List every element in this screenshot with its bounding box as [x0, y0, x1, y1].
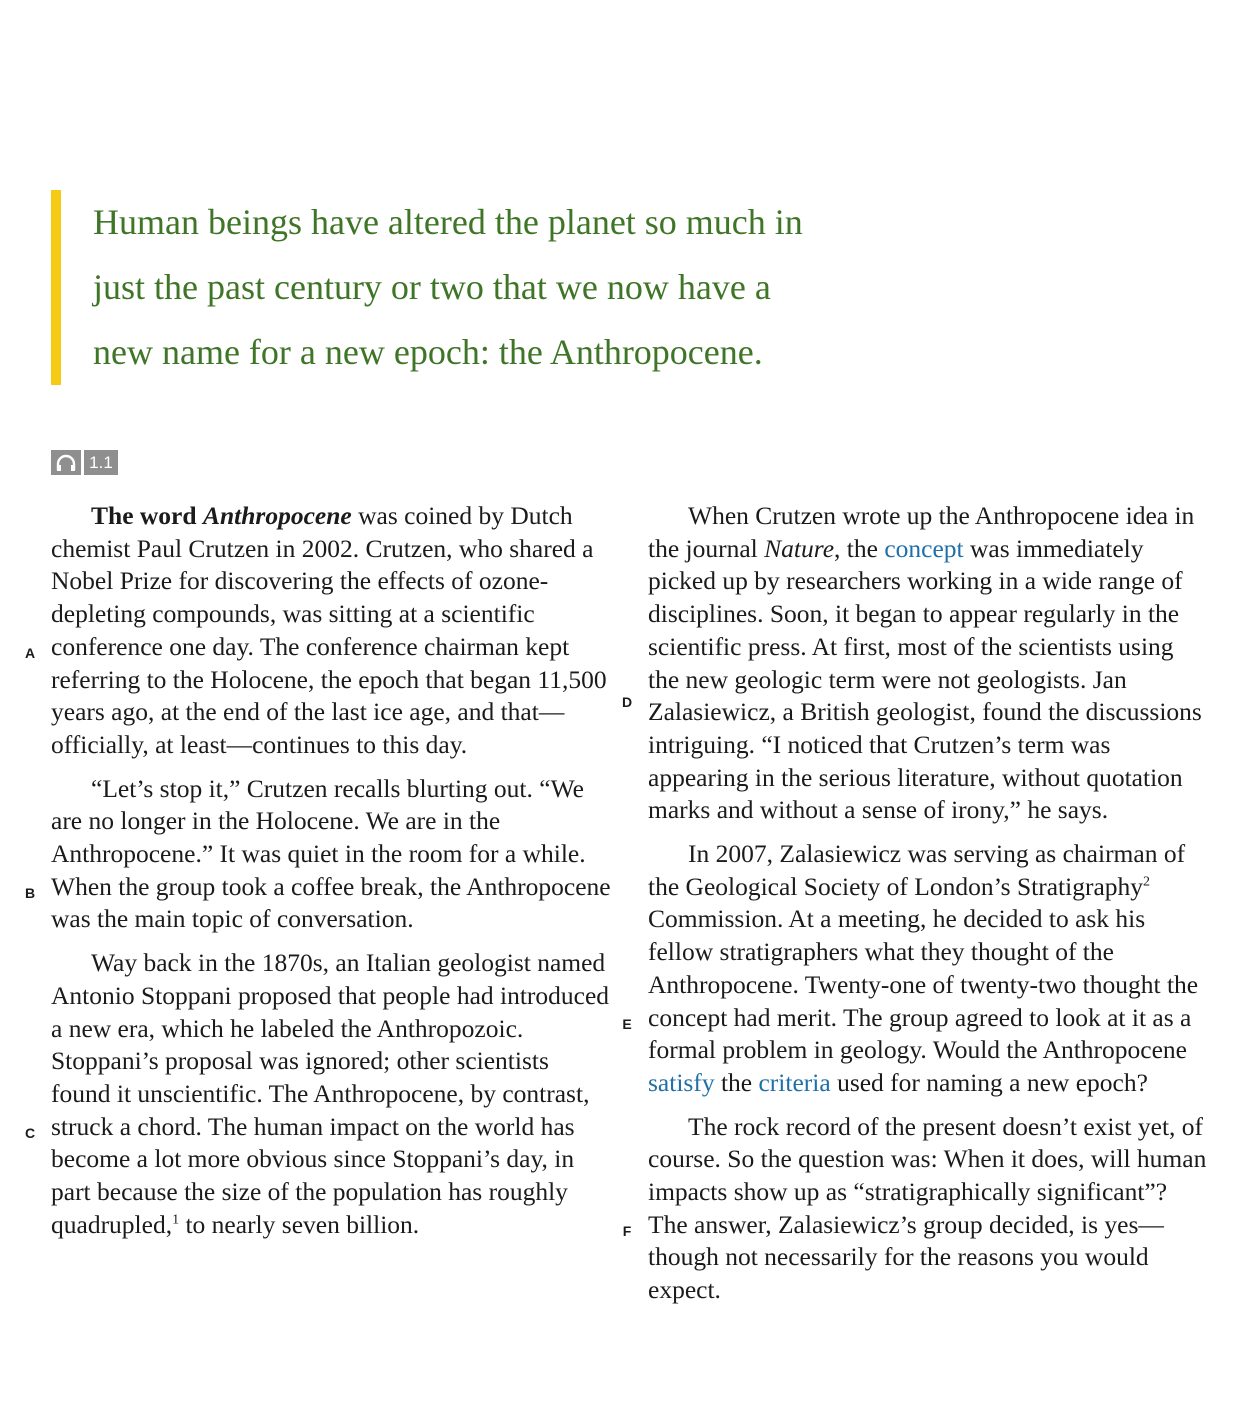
paragraph-text: In 2007, Zalasiewicz was serving as chairman of the Geological Society of London’s Stratigraphy: [648, 839, 1186, 901]
paragraph-marker: B: [24, 884, 36, 901]
pull-quote-line: Human beings have altered the planet so much in: [93, 202, 803, 242]
audio-track-number[interactable]: 1.1: [84, 450, 118, 475]
journal-title: Nature: [764, 533, 835, 563]
paragraph-text: the: [714, 1067, 759, 1097]
paragraph: [621, 500, 1208, 827]
vocab-word[interactable]: criteria: [758, 1067, 831, 1097]
paragraph-text: Commission. At a meeting, he decided to ask his fellow stratigraphers what they thought of the Anthropocene. Twenty-one of twenty-two thought the concept had merit. The group agreed to look at it as a formal problem in geology. Would the Anthropocene: [648, 904, 1199, 1065]
paragraph-text: “Let’s stop it,” Crutzen recalls blurting out. “We are no longer in the Holocene. We are in the Anthropocene.” It was quiet in the room for a while. When the group took a coffee break, the Anthropocene was the main topic of conversation.: [51, 773, 611, 934]
paragraph-marker: C: [24, 1125, 36, 1142]
paragraph-marker: D: [621, 694, 633, 710]
paragraph-text: was immediately picked up by researchers working in a wide range of disciplines. Soon, it began to appear regularly in the scientific press. At first, most of the scientists using the new geologic term were not geologists. Jan Zalasiewicz, a British geologist, found the discussions intriguing. “I noticed that Crutzen’s term was appearing in the serious literature, without quotation marks and without a sense of irony,” he says.: [648, 533, 1202, 825]
left-column: [24, 500, 611, 1252]
paragraph: [24, 947, 611, 1241]
paragraph: [24, 500, 611, 762]
pull-quote-line: new name for a new epoch: the Anthropocene.: [93, 332, 763, 372]
paragraph-marker: E: [622, 1016, 632, 1033]
paragraph: [622, 1111, 1208, 1307]
footnote-ref[interactable]: 2: [1143, 874, 1151, 890]
paragraph-marker: F: [622, 1222, 632, 1239]
pull-quote: [51, 190, 913, 385]
paragraph-text: Way back in the 1870s, an Italian geologist named Antonio Stoppani proposed that people had introduced a new era, which he labeled the Anthropozoic. Stoppani’s proposal was ignored; other scientists found it unscientific. The Anthropocene, by contrast, struck a chord. The human impact on the world has become a lot more obvious since Stoppani’s day, in part because the size of the population has roughly quadrupled,: [51, 948, 610, 1239]
paragraph-text: used for naming a new epoch?: [830, 1067, 1148, 1097]
paragraph-text: to nearly seven billion.: [179, 1209, 420, 1239]
paragraph-text: When Crutzen wrote up the Anthropocene idea in the journal: [648, 501, 1195, 563]
paragraph-text: , the: [834, 533, 885, 563]
right-column: [621, 500, 1208, 1318]
paragraph-text: The rock record of the present doesn’t exist yet, of course. So the question was: When it does, will human impacts show up as “stratigraphically significant”? The answer, Zalasiewicz’s group decided, is yes—though not necessarily for the reasons you would expect.: [648, 1111, 1207, 1305]
footnote-ref[interactable]: 1: [172, 1212, 180, 1228]
headphones-icon[interactable]: [51, 450, 81, 475]
paragraph: [622, 838, 1208, 1100]
pull-quote-line: just the past century or two that we now have a: [93, 267, 771, 307]
vocab-word[interactable]: satisfy: [648, 1067, 715, 1097]
audio-track-badge[interactable]: [51, 450, 118, 475]
lead-bold: The word: [91, 501, 203, 530]
vocab-word[interactable]: concept: [884, 533, 964, 563]
paragraph: [24, 773, 611, 937]
paragraph-marker: A: [24, 645, 36, 661]
lead-italic: Anthropocene: [202, 501, 352, 530]
paragraph-text: was coined by Dutch chemist Paul Crutzen in 2002. Crutzen, who shared a Nobel Prize for discovering the effects of ozone-depleting compounds, was sitting at a scientific conference one day. The conference chairman kept referring to the Holocene, the epoch that began 11,500 years ago, at the end of the last ice age, and that—officially, at least—continues to this day.: [51, 501, 607, 759]
